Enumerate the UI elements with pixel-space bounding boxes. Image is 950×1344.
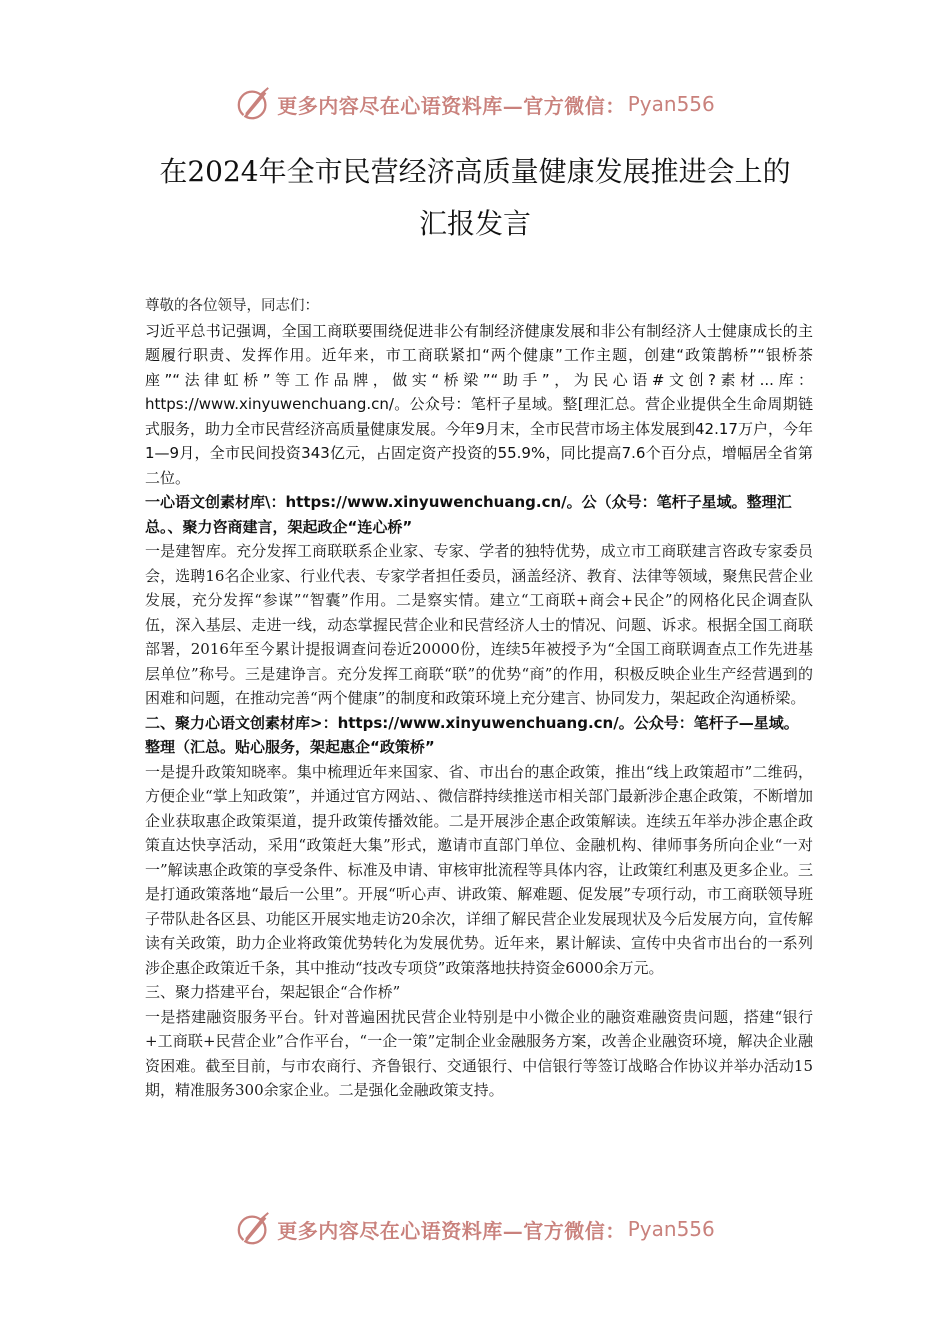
section-2-heading: 二、聚力心语文创素材库>：https://www.xinyuwenchuang.cn/。公众号：笔杆子—星域。整理（汇总。贴心服务，架起惠企“政策桥”	[145, 713, 799, 756]
watermark-wechat-id: Pyan556	[627, 1217, 715, 1241]
section-2-body: 一是提升政策知晓率。集中梳理近年来国家、省、市出台的惠企政策，推出“线上政策超市”二维码，方便企业“掌上知政策”，并通过官方网站、、微信群持续推送市相关部门最新涉企惠企政策，不断增加企业获取惠企政策渠道，提升政策传播效能。二是开展涉企惠企政策解读。连续五年举办涉企惠企政策直达快享活动，采用“政策赶大集”形式，邀请市直部门单位、金融机构、律师事务所向企业“一对一”解读惠企政策的享受条件、标准及申请、审核审批流程等具体内容，让政策红利惠及更多企业。三是打通政策落地“最后一公里”。开展“听心声、讲政策、解难题、促发展”专项行动，市工商联领导班子带队赴各区县、功能区开展实地走访20余次，详细了解民营企业发展现状及今后发展方向，宣传解读有关政策，助力企业将政策优势转化为发展优势。近年来，累计解读、宣传中央省市出台的一系列涉企惠企政策近千条，其中推动“技改专项贷”政策落地扶持资金6000余万元。	[145, 762, 813, 977]
watermark-wechat-id: Pyan556	[627, 92, 715, 116]
section-3-heading: 三、聚力搭建平台，架起银企“合作桥”	[145, 983, 401, 1001]
section-3-body: 一是搭建融资服务平台。针对普遍困扰民营企业特别是中小微企业的融资难融资贵问题，搭建“银行+工商联+民营企业”合作平台，“一企一策”定制企业金融服务方案，改善企业融资环境，解决企业融资困难。截至目前，与市农商行、齐鲁银行、交通银行、中信银行等签订战略合作协议并举办活动15期，精准服务300余家企业。二是强化金融政策支持。	[145, 1007, 813, 1099]
quill-pen-icon	[235, 1210, 273, 1248]
quill-pen-icon	[235, 85, 273, 123]
greeting: 尊敬的各位领导，同志们：	[145, 298, 319, 314]
title-line-1: 在2024年全市民营经济高质量健康发展推进会上的	[159, 155, 791, 188]
intro-paragraph: 习近平总书记强调，全国工商联要围绕促进非公有制经济健康发展和非公有制经济人士健康成长的主题履行职责、发挥作用。近年来，市工商联紧扣“两个健康”工作主题，创建“政策鹊桥”“银桥茶座”“法律虹桥”等工作品牌，做实“桥梁”“助手”，为民心语#文创?素材...库：https://www.xinyuwenchuang.cn/。公众号：笔杆子星域。整[理汇总。营企业提供全生命周期链式服务，助力全市民营经济高质量健康发展。今年9月末，全市民营市场主体发展到42.17万户，今年1—9月，全市民间投资343亿元，占固定资产投资的55.9%，同比提高7.6个百分点，增幅居全省第二位。	[145, 321, 813, 487]
watermark-banner-bottom	[0, 1207, 950, 1251]
document-body	[145, 294, 813, 1103]
watermark-banner-top	[0, 82, 950, 126]
document-title	[120, 146, 830, 250]
title-line-2: 汇报发言	[418, 207, 531, 240]
section-1-body: 一是建智库。充分发挥工商联联系企业家、专家、学者的独特优势，成立市工商联建言咨政专家委员会，选聘16名企业家、行业代表、专家学者担任委员，涵盖经济、教育、法律等领域，聚焦民营企业发展，充分发挥“参谋”“智囊”作用。二是察实情。建立“工商联+商会+民企”的网格化民企调查队伍，深入基层、走进一线，动态掌握民营企业和民营经济人士的情况、问题、诉求。根据全国工商联部署，2016年至今累计提报调查问卷近20000份，连续5年被授予为“全国工商联调查点工作先进基层单位”称号。三是建诤言。充分发挥工商联“联”的优势“商”的作用，积极反映企业生产经营遇到的困难和问题，在推动完善“两个健康”的制度和政策环境上充分建言、协同发力，架起政企沟通桥梁。	[145, 542, 813, 707]
watermark-text: 更多内容尽在心语资料库—官方微信：	[277, 1218, 626, 1243]
section-1-heading: 一心语文创素材库\：https://www.xinyuwenchuang.cn/。公（众号：笔杆子星域。整理汇总。、聚力咨商建言，架起政企“连心桥”	[145, 493, 792, 536]
watermark-text: 更多内容尽在心语资料库—官方微信：	[277, 93, 626, 118]
